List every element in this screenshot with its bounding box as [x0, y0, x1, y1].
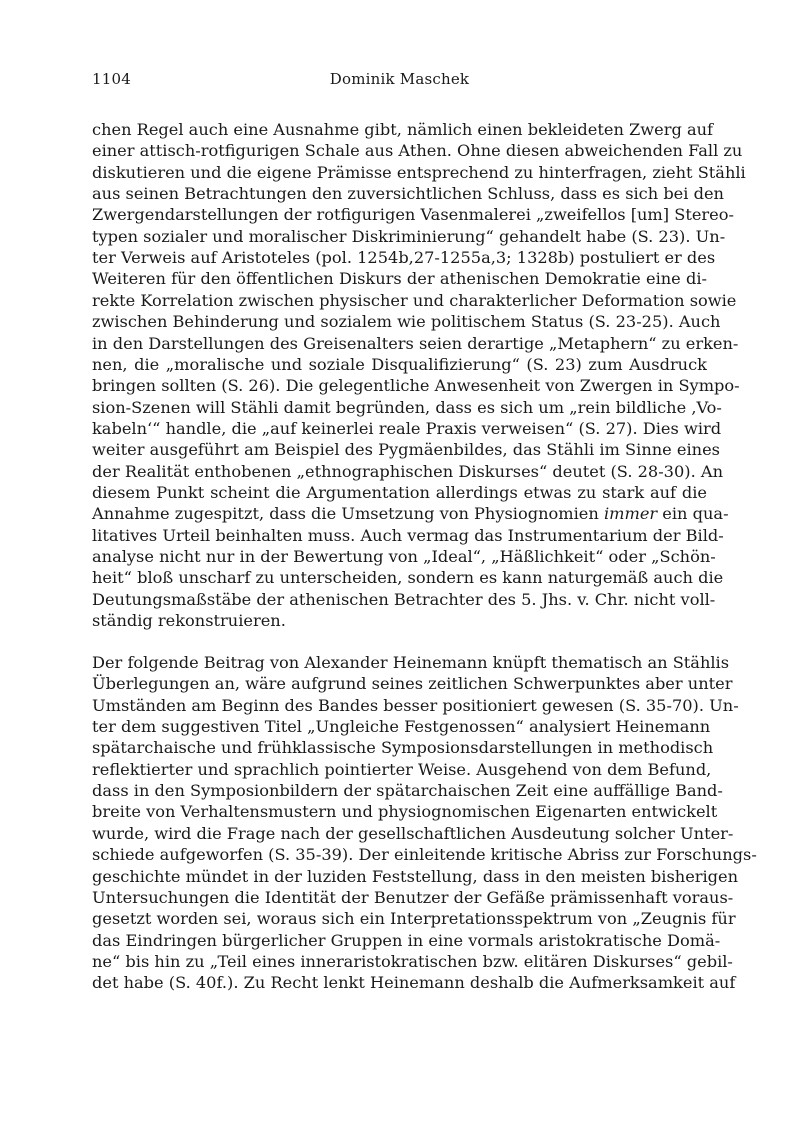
text-line: einer attisch-rotfigurigen Schale aus Athen. Ohne diesen abweichenden Fall zu: [92, 141, 743, 161]
text-line: in den Darstellungen des Greisenalters seien derartige „Metaphern“ zu erken-: [92, 333, 739, 353]
text-line: Überlegungen an, wäre aufgrund seines zeitlichen Schwerpunktes aber unter: [92, 674, 733, 694]
running-header: [92, 70, 707, 90]
text-line: aus seinen Betrachtungen den zuversichtlichen Schluss, dass es sich bei den: [92, 184, 724, 204]
text-line: geschichte mündet in der luziden Feststellung, dass in den meisten bisherigen: [92, 866, 739, 886]
text-line: typen sozialer und moralischer Diskriminierung“ gehandelt habe (S. 23). Un-: [92, 226, 726, 246]
text-line: ter Verweis auf Aristoteles (pol. 1254b,27-1255a,3; 1328b) postuliert er des: [92, 248, 716, 268]
text-line: Weiteren für den öffentlichen Diskurs der athenischen Demokratie eine di-: [92, 269, 707, 289]
text-line: wurde, wird die Frage nach der gesellschaftlichen Ausdeutung solcher Unter-: [92, 823, 734, 843]
text-line: rekte Korrelation zwischen physischer und charakterlicher Deformation sowie: [92, 290, 737, 310]
text-line: Umständen am Beginn des Bandes besser positioniert gewesen (S. 35-70). Un-: [92, 695, 739, 715]
text-line: det habe (S. 40f.). Zu Recht lenkt Heinemann deshalb die Aufmerksamkeit auf: [92, 973, 736, 993]
text-line: nen, die „moralische und soziale Disqualifizierung“ (S. 23) zum Ausdruck: [92, 354, 707, 374]
text-line: das Eindringen bürgerlicher Gruppen in eine vormals aristokratische Domä-: [92, 930, 721, 950]
text-line: heit“ bloß unscharf zu unterscheiden, sondern es kann naturgemäß auch die: [92, 568, 724, 588]
text-line: reflektierter und sprachlich pointierter Weise. Ausgehend von dem Befund,: [92, 759, 712, 779]
text-line: analyse nicht nur in der Bewertung von „Ideal“, „Häßlichkeit“ oder „Schön-: [92, 547, 716, 566]
text-line: kabeln‘“ handle, die „auf keinerlei reale Praxis verweisen“ (S. 27). Dies wird: [92, 418, 722, 438]
text-line: der Realität enthobenen „ethnographischen Diskurses“ deutet (S. 28-30). An: [92, 461, 723, 481]
text-line: Annahme zugespitzt, dass die Umsetzung von Physiognomien immer ein qua-: [92, 504, 729, 524]
running-head-author: Dominik Maschek: [329, 70, 470, 88]
text-line: litatives Urteil beinhalten muss. Auch vermag das Instrumentarium der Bild-: [92, 525, 724, 545]
text-line: Deutungsmaßstäbe der athenischen Betrachter des 5. Jhs. v. Chr. nicht voll-: [92, 589, 716, 609]
text-line: spätarchaische und frühklassische Symposionsdarstellungen in methodisch: [92, 738, 714, 758]
text-line: diskutieren und die eigene Prämisse entsprechend zu hinterfragen, zieht Stähli: [92, 162, 746, 182]
text-line: zwischen Behinderung und sozialem wie politischem Status (S. 23-25). Auch: [92, 312, 721, 332]
text-line: breite von Verhaltensmustern und physiognomischen Eigenarten entwickelt: [92, 802, 718, 822]
text-line: diesem Punkt scheint die Argumentation allerdings etwas zu stark auf die: [92, 482, 707, 502]
text-line: gesetzt worden sei, woraus sich ein Interpretationsspektrum von „Zeugnis für: [92, 909, 736, 929]
text-line: Der folgende Beitrag von Alexander Heinemann knüpft thematisch an Stählis: [92, 653, 730, 672]
text-line: schiede aufgeworfen (S. 35-39). Der einleitende kritische Abriss zur Forschungs-: [92, 845, 757, 865]
text-line: Zwergendarstellungen der rotfigurigen Vasenmalerei „zweifellos [um] Stereo-: [92, 205, 734, 225]
text-line: Untersuchungen die Identität der Benutzer der Gefäße prämissenhaft voraus-: [92, 887, 734, 907]
text-line: ter dem suggestiven Titel „Ungleiche Festgenossen“ analysiert Heinemann: [92, 717, 711, 737]
text-line: dass in den Symposionbildern der spätarchaischen Zeit eine auffällige Band-: [92, 781, 723, 801]
text-line: weiter ausgeführt am Beispiel des Pygmäenbildes, das Stähli im Sinne eines: [92, 440, 720, 460]
page-number: 1104: [92, 70, 131, 88]
text-line: ne“ bis hin zu „Teil eines inneraristokratischen bzw. elitären Diskurses“ gebil-: [92, 951, 733, 971]
text-line: bringen sollten (S. 26). Die gelegentliche Anwesenheit von Zwergen in Sympo-: [92, 376, 740, 396]
text-line: ständig rekonstruieren.: [92, 611, 286, 631]
text-line: sion-Szenen will Stähli damit begründen, dass es sich um „rein bildliche ‚Vo-: [92, 397, 722, 417]
text-line: chen Regel auch eine Ausnahme gibt, nämlich einen bekleideten Zwerg auf: [92, 120, 714, 139]
